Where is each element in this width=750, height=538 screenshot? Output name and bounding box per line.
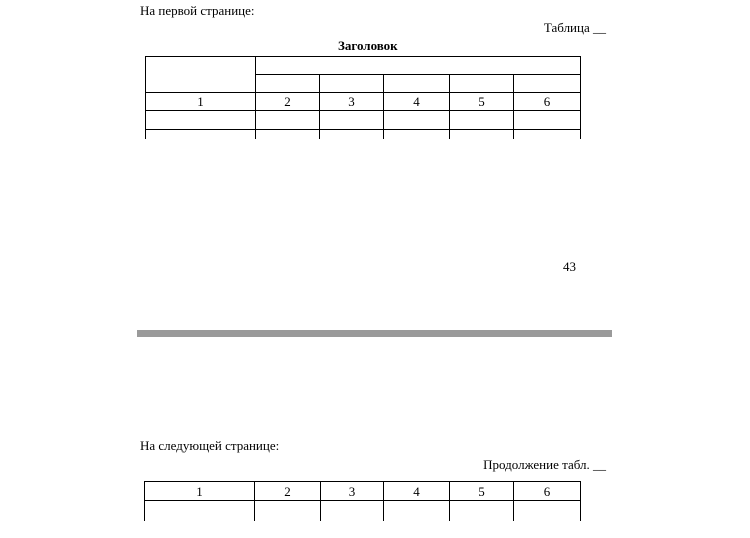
- column-numbers-row: [146, 93, 581, 111]
- next-page-caption: На следующей странице:: [140, 438, 280, 453]
- column-number: 2: [256, 93, 320, 111]
- column-number: 5: [450, 482, 514, 501]
- table-header-title: Заголовок: [338, 38, 398, 53]
- column-number: 5: [450, 93, 514, 111]
- column-number: 3: [320, 93, 384, 111]
- table-row-continued: [146, 130, 581, 139]
- column-number: 1: [146, 93, 256, 111]
- header-subcell: [320, 75, 384, 93]
- first-page-table: [145, 56, 581, 139]
- header-subcell: [450, 75, 514, 93]
- header-cell-main: [146, 57, 256, 93]
- header-subcell: [256, 75, 320, 93]
- column-number: 4: [384, 482, 450, 501]
- table-row-continued: [145, 501, 581, 521]
- table-label: Таблица __: [543, 20, 606, 35]
- column-number: 1: [145, 482, 255, 501]
- header-cell-group: [256, 57, 581, 75]
- header-subcell: [384, 75, 450, 93]
- continuation-label: Продолжение табл. __: [483, 457, 606, 472]
- page-break-divider: [137, 330, 612, 337]
- page-number: 43: [563, 259, 576, 274]
- table-row: [146, 111, 581, 130]
- column-number: 6: [514, 482, 581, 501]
- column-number: 4: [384, 93, 450, 111]
- header-subcell: [514, 75, 581, 93]
- next-page-table: [144, 481, 581, 521]
- column-number: 3: [321, 482, 384, 501]
- column-number: 6: [514, 93, 581, 111]
- first-page-caption: На первой странице:: [140, 3, 255, 18]
- column-numbers-row: [145, 482, 581, 501]
- column-number: 2: [255, 482, 321, 501]
